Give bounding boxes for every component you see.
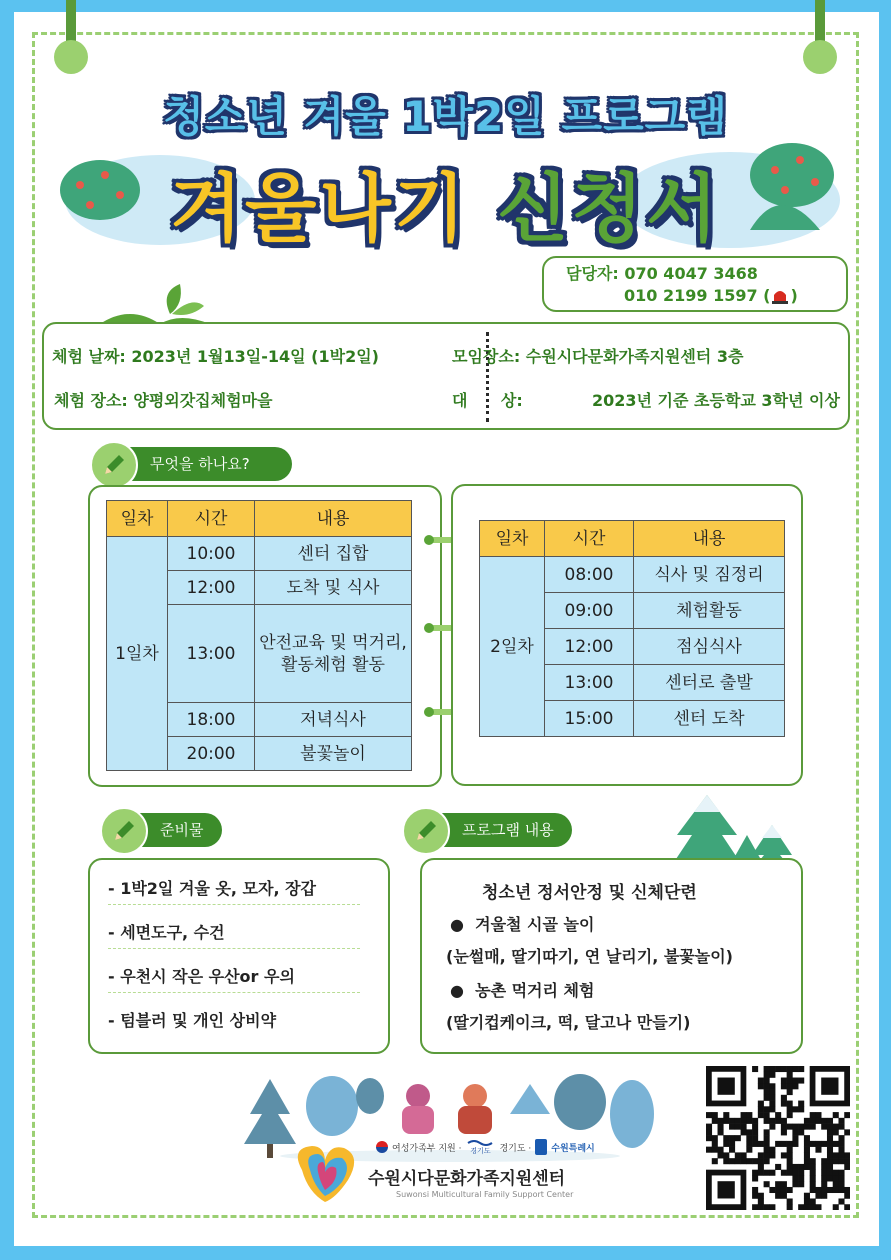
program-bullet2-text: 농촌 먹거리 체험 bbox=[475, 981, 595, 1000]
list-divider bbox=[108, 904, 360, 905]
bullet-icon: ● bbox=[450, 981, 476, 1000]
day1-content: 센터 집합 bbox=[255, 537, 412, 571]
target-label: 대 상: bbox=[452, 391, 523, 410]
table-row bbox=[480, 557, 785, 593]
day1-time: 13:00 bbox=[168, 605, 255, 703]
day2-label: 2일차 bbox=[480, 557, 545, 737]
day1-content: 저녁식사 bbox=[255, 703, 412, 737]
day2-time: 09:00 bbox=[545, 593, 634, 629]
contact-phone2: 010 2199 1597 ( bbox=[624, 286, 771, 305]
contact-box bbox=[542, 256, 848, 312]
list-divider bbox=[108, 948, 360, 949]
program-detail2: (딸기컵케이크, 떡, 달고나 만들기) bbox=[446, 1013, 691, 1032]
gov-emblem-icon bbox=[376, 1141, 388, 1153]
pin-left-icon bbox=[54, 40, 88, 74]
day1-time: 10:00 bbox=[168, 537, 255, 571]
title-part-a: 겨울나기 bbox=[170, 166, 469, 252]
qr-code[interactable] bbox=[706, 1066, 850, 1210]
title-part-b: 신청서 bbox=[497, 166, 721, 252]
day1-content: 도착 및 식사 bbox=[255, 571, 412, 605]
day2-time: 12:00 bbox=[545, 629, 634, 665]
day2-content: 센터로 출발 bbox=[634, 665, 785, 701]
pencil-icon bbox=[402, 807, 450, 855]
pin-right-icon bbox=[803, 40, 837, 74]
sponsor-suwon: 수원특례시 bbox=[551, 1143, 595, 1154]
section-supplies bbox=[102, 813, 222, 847]
center-name-en: Suwonsi Multicultural Family Support Center bbox=[396, 1190, 574, 1199]
section-what-label: 무엇을 하나요? bbox=[150, 455, 250, 473]
suwon-logo-icon bbox=[535, 1139, 547, 1155]
experience-place: 체험 장소: 양평외갓집체험마을 bbox=[54, 391, 273, 410]
table-row bbox=[107, 537, 412, 571]
page-title bbox=[0, 150, 891, 256]
day2-table bbox=[479, 520, 785, 737]
center-logo-icon bbox=[290, 1140, 360, 1206]
day1-time: 20:00 bbox=[168, 737, 255, 771]
day2-time: 15:00 bbox=[545, 701, 634, 737]
day1-time: 12:00 bbox=[168, 571, 255, 605]
meeting-place: 모임장소: 수원시다문화가족지원센터 3층 bbox=[452, 347, 744, 366]
contact-paren: ) bbox=[790, 286, 798, 305]
subtitle: 청소년 겨울 1박2일 프로그램 bbox=[163, 92, 728, 141]
program-bullet1-text: 겨울철 시골 놀이 bbox=[475, 915, 595, 934]
contact-line1: 담당자: 070 4047 3468 bbox=[566, 264, 758, 283]
day2-content: 체험활동 bbox=[634, 593, 785, 629]
pencil-icon bbox=[100, 807, 148, 855]
day1-time: 18:00 bbox=[168, 703, 255, 737]
program-detail1: (눈썰매, 딸기따기, 연 날리기, 불꽃놀이) bbox=[446, 947, 733, 966]
bullet-icon: ● bbox=[450, 915, 476, 934]
day2-header-content: 내용 bbox=[634, 521, 785, 557]
program-bullet2 bbox=[450, 978, 594, 1001]
day1-header-day: 일차 bbox=[107, 501, 168, 537]
list-item: - 텀블러 및 개인 상비약 bbox=[108, 1011, 277, 1030]
day1-content: 불꽃놀이 bbox=[255, 737, 412, 771]
day2-header-time: 시간 bbox=[545, 521, 634, 557]
program-heading: 청소년 정서안정 및 신체단련 bbox=[482, 883, 697, 903]
day1-label: 1일차 bbox=[107, 537, 168, 771]
day2-header-day: 일차 bbox=[480, 521, 545, 557]
experience-date: 체험 날짜: 2023년 1월13일-14일 (1박2일) bbox=[52, 347, 379, 366]
list-divider bbox=[108, 992, 360, 993]
event-info-box bbox=[42, 322, 850, 430]
day2-content: 센터 도착 bbox=[634, 701, 785, 737]
sponsor-mogef: 여성가족부 지원 · bbox=[392, 1143, 462, 1154]
day1-content: 안전교육 및 먹거리, 활동체험 활동 bbox=[255, 605, 412, 703]
center-name: 수원시다문화가족지원센터 bbox=[368, 1169, 566, 1189]
list-item: - 1박2일 겨울 옷, 모자, 장갑 bbox=[108, 879, 317, 898]
list-item: - 세면도구, 수건 bbox=[108, 923, 225, 942]
day1-table bbox=[106, 500, 412, 771]
contact-line2 bbox=[624, 286, 798, 305]
gyeonggi-mark-text: 경기도 bbox=[470, 1147, 491, 1155]
day2-time: 08:00 bbox=[545, 557, 634, 593]
sponsor-row bbox=[376, 1139, 595, 1155]
day1-header-time: 시간 bbox=[168, 501, 255, 537]
day2-time: 13:00 bbox=[545, 665, 634, 701]
target-value: 2023년 기준 초등학교 3학년 이상 bbox=[592, 391, 840, 410]
sponsor-gyeonggi: 경기도 · bbox=[499, 1143, 532, 1154]
section-program-label: 프로그램 내용 bbox=[462, 821, 554, 839]
gyeonggi-logo bbox=[467, 1139, 493, 1155]
day1-header-content: 내용 bbox=[255, 501, 412, 537]
list-item: - 우천시 작은 우산or 우의 bbox=[108, 967, 295, 986]
section-supplies-label: 준비물 bbox=[160, 821, 204, 839]
siren-icon bbox=[770, 286, 790, 304]
section-program bbox=[404, 813, 572, 847]
day2-content: 점심식사 bbox=[634, 629, 785, 665]
section-what bbox=[92, 447, 292, 481]
sprout-icon bbox=[100, 284, 210, 326]
pencil-icon bbox=[90, 441, 138, 489]
program-bullet1 bbox=[450, 912, 594, 935]
day2-content: 식사 및 짐정리 bbox=[634, 557, 785, 593]
